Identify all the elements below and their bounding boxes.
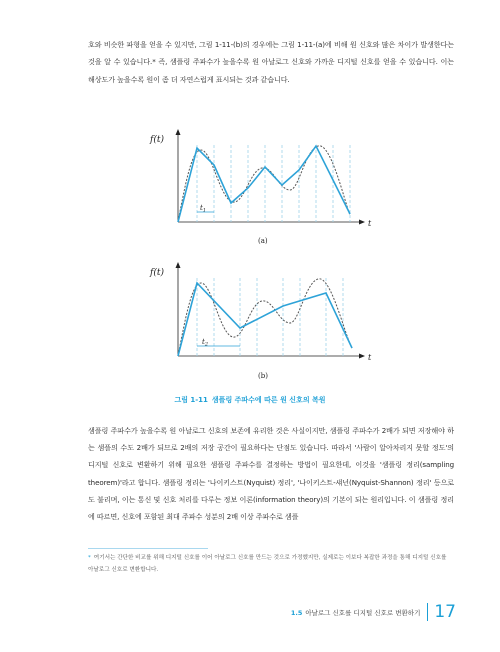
panel-a-x-label: t	[368, 219, 372, 228]
footnote-mark: *	[88, 555, 91, 561]
body-paragraph: 샘플링 주파수가 높을수록 원 아날로그 신호의 보존에 유리한 것은 사실이지만, 샘플링 주파수가 2배가 되면 저장해야 하는 샘플의 수도 2배가 되므로 2배의 저장 공간이 필요하다는 단점도 있습니다. 따라서 '사람이 알아차리지 못할 정도'의 디지털 신호로 변환하기 위해 필요한 샘플링 주파수를 결정하는 방법이 필요한데, 이것을 '샘플링 정리(sampling theorem)'라고 합니다. 샘플링 정리는 '나이키스트(Nyquist) 정리', '나이키스트-섀넌(Nyquist-Shannon) 정리' 등으로도 불리며, 이는 통신 및 신호 처리를 다루는 정보 이론(information theory)의 기본이 되는 원리입니다. 이 샘플링 정리에 따르면, 신호에 포함된 최대 주파수 성분의 2배 이상 주파수로 샘플	[88, 426, 454, 522]
footnote	[88, 553, 450, 576]
footer-divider	[427, 603, 428, 621]
page-number: 17	[434, 602, 456, 622]
section-title: 아날로그 신호를 디지털 신호로 변환하기	[305, 608, 421, 617]
panel-b-interval-label: $t_2$	[202, 338, 209, 348]
section-number: 1.5	[290, 608, 303, 617]
figure-caption-text: 샘플링 주파수에 따른 원 신호의 복원	[211, 396, 326, 404]
panel-a	[149, 129, 372, 245]
panel-b-y-label: f(t)	[150, 268, 164, 278]
panel-a-interval-label: $t_1$	[200, 204, 207, 214]
panel-a-x-arrow-icon	[359, 220, 365, 225]
panel-b-x-label: t	[368, 353, 372, 362]
panel-b	[149, 262, 372, 380]
panel-a-y-label: f(t)	[150, 135, 164, 145]
panel-b-x-arrow-icon	[359, 354, 365, 359]
page-footer	[291, 600, 456, 624]
figure-caption-number: 그림 1-11	[174, 396, 208, 404]
running-footer	[291, 608, 421, 617]
figure-caption	[0, 395, 500, 405]
panel-b-y-arrow-icon	[176, 262, 181, 268]
panel-b-label: (b)	[258, 372, 268, 380]
panel-a-label: (a)	[258, 237, 268, 245]
footnote-text: 여기서는 간단한 비교를 위해 디지털 신호를 이어 아날로그 신호를 만드는 것으로 가정했지만, 실제로는 이보다 복잡한 과정을 통해 디지털 신호를 아날로그 신호로 변환합니다.	[88, 555, 447, 573]
panel-b-sample-lines	[197, 278, 343, 356]
intro-paragraph: 호와 비슷한 파형을 얻을 수 있지만, 그림 1-11-(b)의 경우에는 그림 1-11-(a)에 비해 원 신호와 많은 차이가 발생한다는 것을 알 수 있습니다.* 즉, 샘플링 주파수가 높을수록 원 아날로그 신호와 가까운 디지털 신호를 얻을 수 있습니다. 이는 해상도가 높을수록 원이 좀 더 자연스럽게 표시되는 것과 같습니다.	[88, 40, 454, 84]
footnote-divider	[88, 548, 208, 549]
panel-a-y-arrow-icon	[176, 129, 181, 135]
